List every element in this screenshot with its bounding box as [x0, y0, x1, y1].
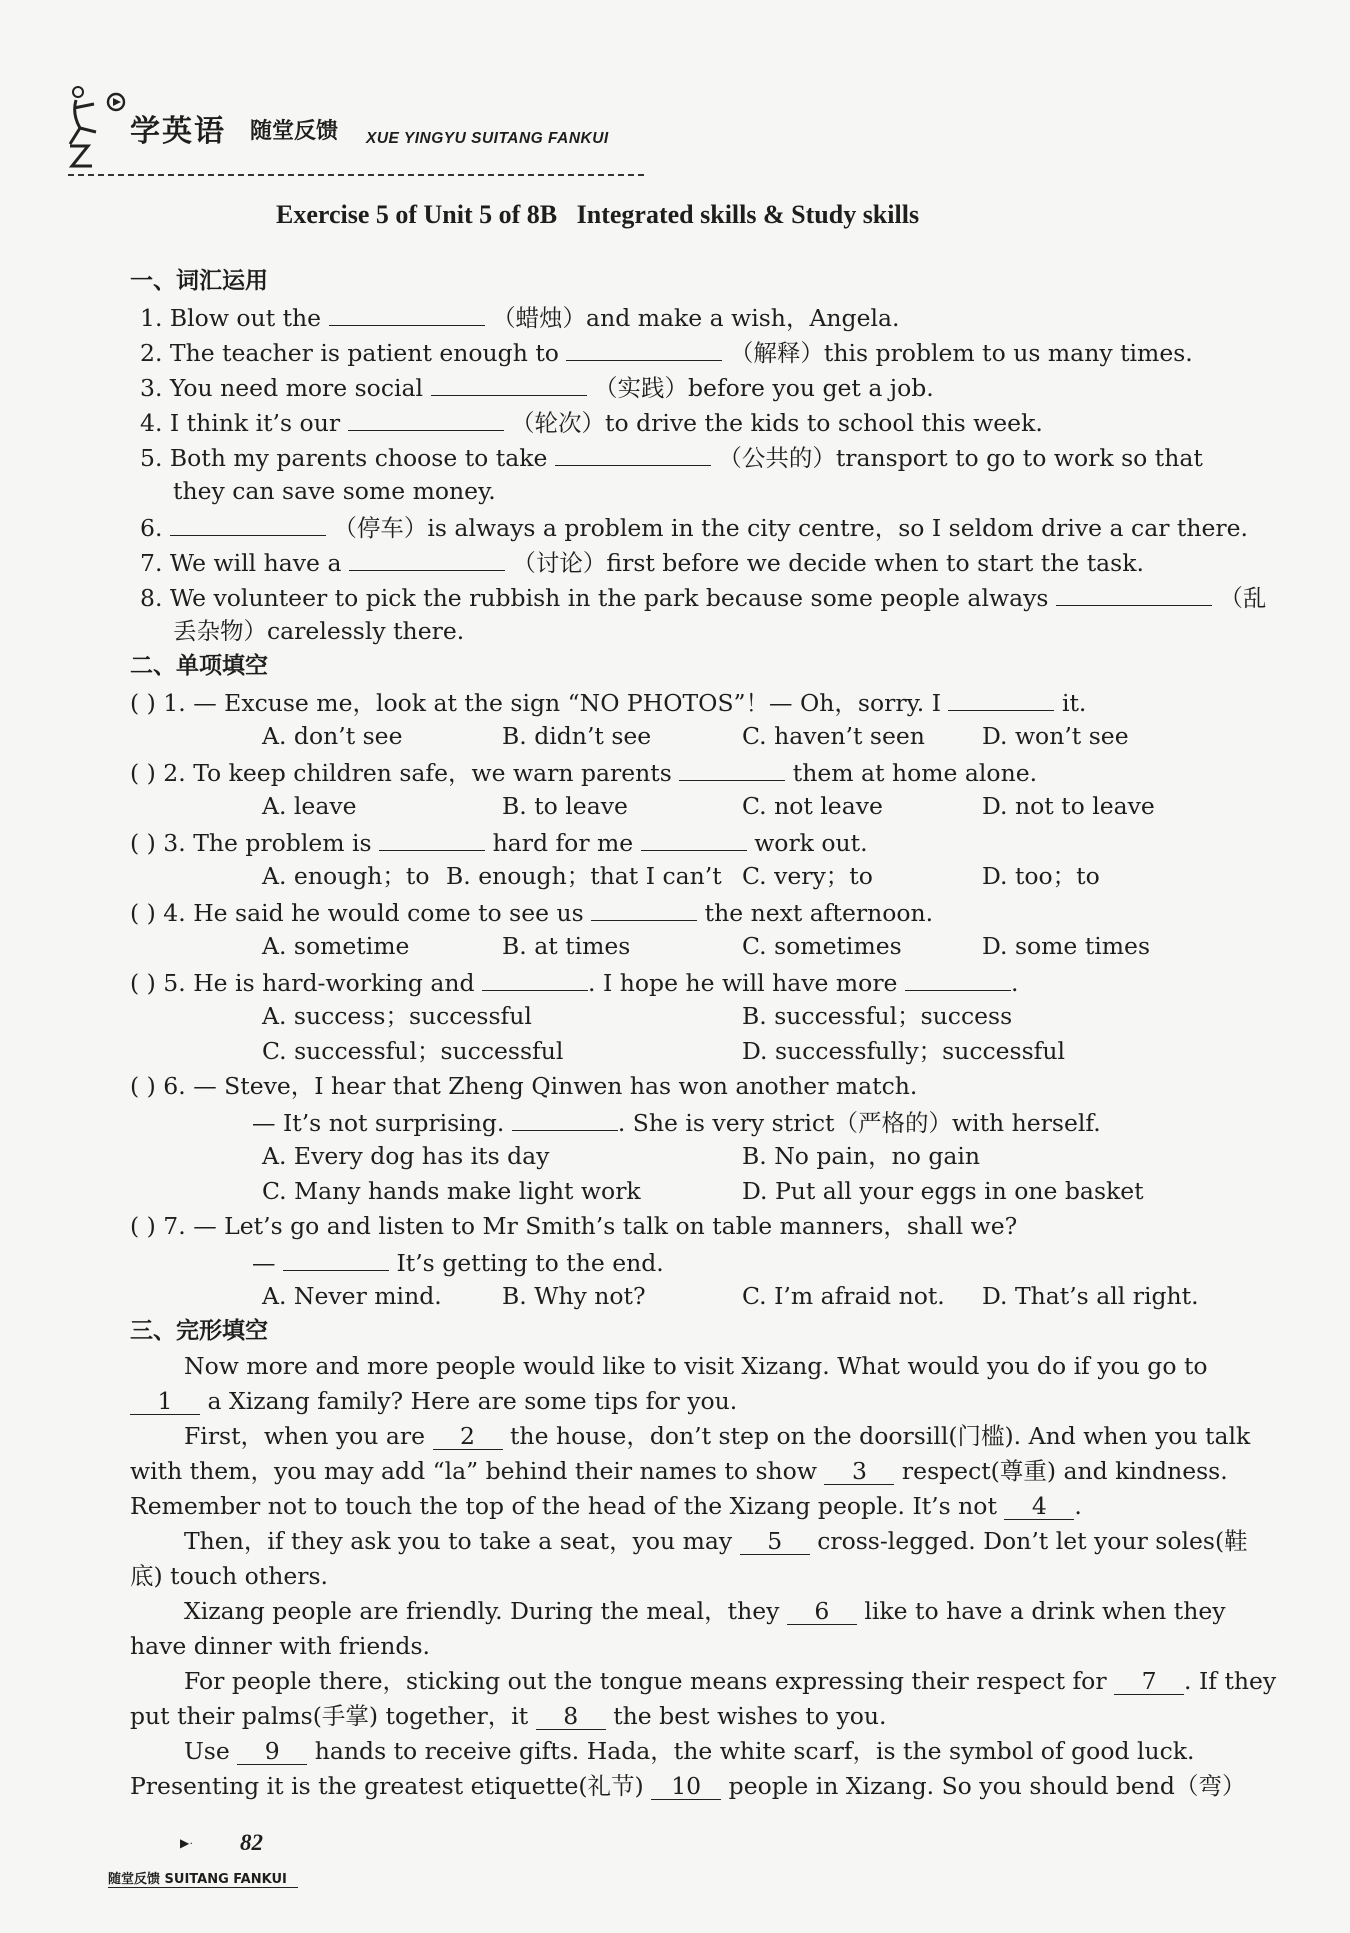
cloze-line-3: First，when you are 2 the house，don’t step on the doorsill(门槛). And when you talk: [184, 1422, 1251, 1450]
q1-option-b: B. didn’t see: [502, 722, 652, 750]
page-number: 82: [240, 1830, 263, 1855]
cloze-line-12: Use 9 hands to receive gifts. Hada，the white scarf，is the symbol of good luck.: [184, 1737, 1195, 1765]
q4-option-a: A. sometime: [262, 932, 410, 960]
cloze-line-11: put their palms(手掌) together，it 8 the best wishes to you.: [130, 1702, 887, 1730]
q7-option-d: D. That’s all right.: [982, 1282, 1199, 1310]
q2-option-c: C. not leave: [742, 792, 883, 820]
vocab-item-1: 1. Blow out the （蜡烛）and make a wish，Angela.: [140, 304, 900, 332]
q6-option-c: C. Many hands make light work: [262, 1177, 641, 1205]
q7-option-b: B. Why not?: [502, 1282, 646, 1310]
q5-option-a: A. success；successful: [262, 1002, 532, 1030]
cloze-line-13: Presenting it is the greatest etiquette(礼节) 10 people in Xizang. So you should bend（弯）: [130, 1772, 1246, 1800]
header-subtitle: 随堂反馈: [250, 119, 339, 144]
page-title: Exercise 5 of Unit 5 of 8B Integrated skills & Study skills: [276, 200, 920, 229]
q1-option-c: C. haven’t seen: [742, 722, 925, 750]
q2-option-b: B. to leave: [502, 792, 628, 820]
running-figure-logo: [66, 84, 126, 174]
choice-q4: ( ) 4. He said he would come to see us the next afternoon.: [130, 899, 934, 927]
cloze-line-6: Then，if they ask you to take a seat，you may 5 cross-legged. Don’t let your soles(鞋: [184, 1527, 1248, 1555]
choice-q1: ( ) 1. — Excuse me，look at the sign “NO PHOTOS”！— Oh，sorry. I it.: [130, 689, 1087, 717]
cloze-line-9: have dinner with friends.: [130, 1632, 430, 1660]
q3-option-c: C. very；to: [742, 862, 873, 890]
choice-q5: ( ) 5. He is hard-working and . I hope he will have more .: [130, 969, 1019, 997]
cloze-line-1: Now more and more people would like to visit Xizang. What would you do if you go to: [184, 1352, 1208, 1380]
q6-option-d: D. Put all your eggs in one basket: [742, 1177, 1144, 1205]
vocab-item-3: 3. You need more social （实践）before you get a job.: [140, 374, 934, 402]
header-divider: [68, 174, 644, 176]
choice-q7: ( ) 7. — Let’s go and listen to Mr Smith’s talk on table manners，shall we?: [130, 1212, 1018, 1240]
cloze-line-8: Xizang people are friendly. During the meal，they 6 like to have a drink when they: [184, 1597, 1226, 1625]
page-header: [66, 78, 646, 178]
vocab-item-8-cont: 丢杂物）carelessly there.: [173, 617, 465, 645]
section-1-heading: 一、词汇运用: [130, 268, 268, 294]
q5-option-c: C. successful；successful: [262, 1037, 564, 1065]
q5-option-d: D. successfully；successful: [742, 1037, 1066, 1065]
header-pinyin: XUE YINGYU SUITANG FANKUI: [366, 130, 609, 147]
arrow-icon: ▶·: [180, 1836, 194, 1850]
q4-option-d: D. some times: [982, 932, 1151, 960]
cloze-line-10: For people there，sticking out the tongue means expressing their respect for 7 . If they: [184, 1667, 1277, 1695]
q3-option-b: B. enough；that I can’t: [446, 862, 722, 890]
cloze-line-4: with them，you may add “la” behind their names to show 3 respect(尊重) and kindness.: [130, 1457, 1228, 1485]
footer-label: 随堂反馈 SUITANG FANKUI: [108, 1868, 298, 1888]
q3-option-a: A. enough；to: [262, 862, 430, 890]
vocab-item-8: 8. We volunteer to pick the rubbish in the park because some people always （乱: [140, 584, 1267, 612]
q2-option-d: D. not to leave: [982, 792, 1155, 820]
choice-q3: ( ) 3. The problem is hard for me work out.: [130, 829, 868, 857]
choice-q6-reply: — It’s not surprising. . She is very strict（严格的）with herself.: [252, 1109, 1101, 1137]
q6-option-a: A. Every dog has its day: [262, 1142, 550, 1170]
vocab-item-4: 4. I think it’s our （轮次）to drive the kids to school this week.: [140, 409, 1043, 437]
vocab-item-7: 7. We will have a （讨论）first before we decide when to start the task.: [140, 549, 1144, 577]
q5-option-b: B. successful；success: [742, 1002, 1013, 1030]
section-2-heading: 二、单项填空: [130, 653, 268, 679]
q3-option-d: D. too；to: [982, 862, 1100, 890]
choice-q2: ( ) 2. To keep children safe，we warn parents them at home alone.: [130, 759, 1038, 787]
vocab-item-5-cont: they can save some money.: [173, 477, 496, 505]
choice-q7-reply: — It’s getting to the end.: [252, 1249, 664, 1277]
vocab-item-2: 2. The teacher is patient enough to （解释）this problem to us many times.: [140, 339, 1193, 367]
section-3-heading: 三、完形填空: [130, 1318, 268, 1344]
q7-option-c: C. I’m afraid not.: [742, 1282, 945, 1310]
cloze-line-2: 1 a Xizang family? Here are some tips for you.: [130, 1390, 737, 1415]
q1-option-d: D. won’t see: [982, 722, 1129, 750]
vocab-item-6: 6. （停车）is always a problem in the city centre，so I seldom drive a car there.: [140, 514, 1249, 542]
q4-option-c: C. sometimes: [742, 932, 902, 960]
q6-option-b: B. No pain，no gain: [742, 1142, 981, 1170]
q1-option-a: A. don’t see: [262, 722, 403, 750]
vocab-item-5: 5. Both my parents choose to take （公共的）transport to go to work so that: [140, 444, 1203, 472]
q2-option-a: A. leave: [262, 792, 357, 820]
q4-option-b: B. at times: [502, 932, 631, 960]
choice-q6: ( ) 6. — Steve，I hear that Zheng Qinwen has won another match.: [130, 1072, 918, 1100]
cloze-line-5: Remember not to touch the top of the head of the Xizang people. It’s not 4 .: [130, 1492, 1082, 1520]
cloze-line-7: 底) touch others.: [130, 1562, 329, 1590]
q7-option-a: A. Never mind.: [262, 1282, 442, 1310]
header-title: 学英语: [130, 114, 226, 149]
